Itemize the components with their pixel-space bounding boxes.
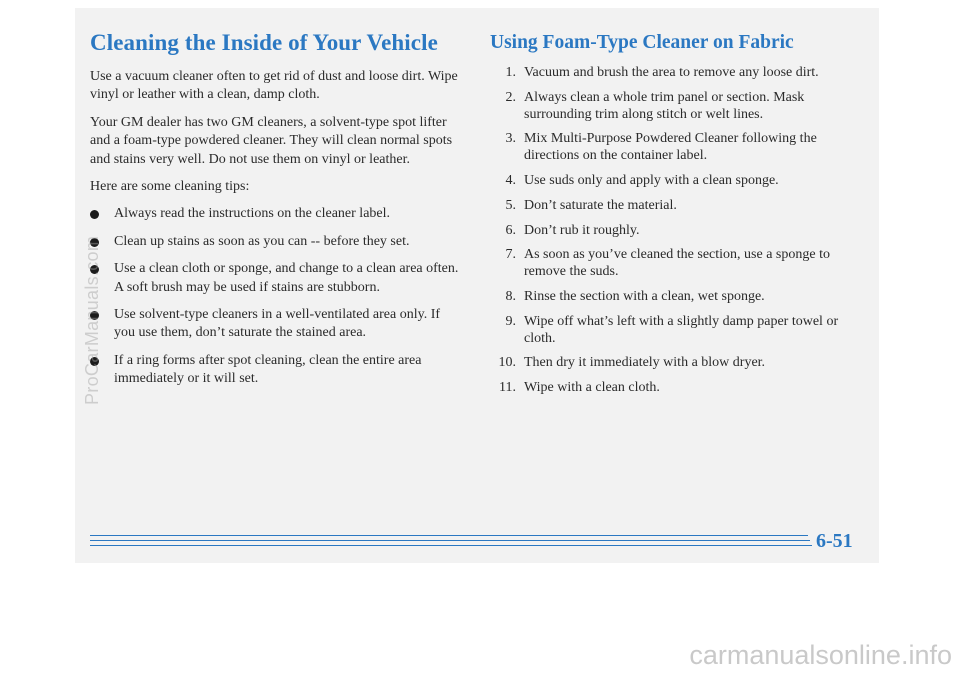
step-item	[490, 90, 860, 124]
list-item	[90, 306, 460, 343]
step-item	[490, 380, 860, 397]
step-item	[490, 198, 860, 215]
cleaning-tips-list	[90, 205, 460, 388]
step-text: Rinse the section with a clean, wet sponge.	[524, 288, 765, 304]
step-number: 3.	[505, 131, 516, 147]
step-number: 8.	[505, 288, 516, 304]
step-text: Then dry it immediately with a blow dryer.	[524, 355, 766, 371]
list-item-text: Always read the instructions on the cleaner label.	[114, 206, 391, 222]
step-text: Vacuum and brush the area to remove any loose dirt.	[524, 65, 819, 80]
right-column	[490, 32, 860, 405]
step-text: As soon as you’ve cleaned the section, use a sponge to remove the suds.	[524, 247, 830, 280]
step-item	[490, 247, 860, 281]
step-item	[490, 355, 860, 372]
step-text: Wipe with a clean cloth.	[524, 380, 660, 396]
list-item	[90, 205, 460, 223]
step-number: 2.	[505, 89, 516, 105]
section-title-cleaning-inside: Cleaning the Inside of Your Vehicle	[90, 30, 438, 55]
step-text: Use suds only and apply with a clean sponge.	[524, 172, 779, 188]
left-column	[90, 30, 460, 398]
section-title-foam-cleaner: Using Foam-Type Cleaner on Fabric	[490, 32, 794, 53]
step-item	[490, 173, 860, 190]
paragraph-vacuum: Use a vacuum cleaner often to get rid of dust and loose dirt. Wipe vinyl or leather with a clean, damp cloth.	[90, 69, 458, 103]
step-number: 6.	[505, 222, 516, 238]
step-text: Don’t saturate the material.	[524, 197, 677, 213]
step-number: 9.	[505, 313, 516, 329]
step-text: Always clean a whole trim panel or section. Mask surrounding trim along stitch or welt lines.	[524, 89, 805, 122]
page-number: 6-51	[816, 530, 853, 552]
step-number: 1.	[505, 65, 516, 80]
paragraph-gm-cleaners: Your GM dealer has two GM cleaners, a solvent-type spot lifter and a foam-type powdered cleaner. They will clean normal spots and stains very well. Do not use them on vinyl or leather.	[90, 114, 453, 167]
step-item	[490, 223, 860, 240]
bottom-watermark: carmanualsonline.info	[689, 640, 952, 670]
step-number: 4.	[505, 172, 516, 188]
step-number: 10.	[498, 355, 516, 371]
step-item	[490, 289, 860, 306]
side-watermark: ProCarManuals.com	[82, 235, 102, 405]
bullet-icon	[90, 210, 99, 219]
step-number: 5.	[505, 197, 516, 213]
paragraph-tips-intro: Here are some cleaning tips:	[90, 179, 250, 195]
step-text: Wipe off what’s left with a slightly damp paper towel or cloth.	[524, 313, 839, 346]
step-item	[490, 131, 860, 165]
foam-cleaner-steps	[490, 65, 860, 397]
footer-rule	[90, 535, 808, 536]
list-item-text: Use solvent-type cleaners in a well-ventilated area only. If you use them, don’t saturate the stained area.	[114, 307, 441, 341]
step-text: Don’t rub it roughly.	[524, 222, 640, 238]
list-item	[90, 233, 460, 251]
footer-rule	[90, 545, 812, 546]
step-number: 7.	[505, 247, 516, 263]
list-item-text: If a ring forms after spot cleaning, clean the entire area immediately or it will set.	[114, 352, 422, 387]
list-item	[90, 260, 460, 297]
list-item	[90, 352, 460, 389]
list-item-text: Use a clean cloth or sponge, and change to a clean area often. A soft brush may be used if stains are stubborn.	[114, 261, 459, 295]
step-number: 11.	[499, 380, 516, 396]
footer-rule	[90, 540, 810, 541]
step-item	[490, 314, 860, 348]
step-text: Mix Multi-Purpose Powdered Cleaner following the directions on the container label.	[524, 131, 817, 164]
step-item	[490, 65, 860, 82]
list-item-text: Clean up stains as soon as you can -- before they set.	[114, 233, 410, 249]
